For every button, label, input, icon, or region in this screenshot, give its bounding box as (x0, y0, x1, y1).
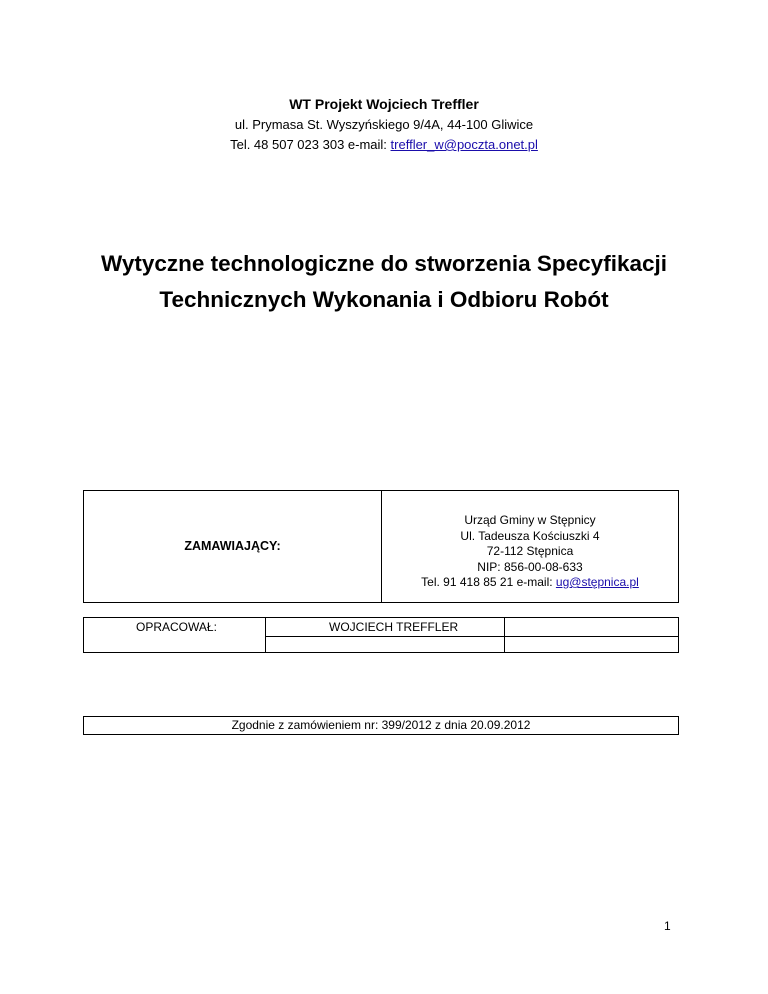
client-label-cell (84, 491, 382, 602)
client-phone: Tel. 91 418 85 21 e-mail: (421, 575, 556, 589)
table-divider (265, 618, 266, 652)
client-street: Ul. Tadeusza Kościuszki 4 (460, 528, 600, 543)
company-name: WT Projekt Wojciech Treffler (289, 96, 479, 112)
company-email-link[interactable]: treffler_w@poczta.onet.pl (390, 137, 538, 152)
client-nip: NIP: 856-00-08-633 (477, 559, 583, 574)
document-title-line-2: Technicznych Wykonania i Odbioru Robót (159, 287, 609, 312)
client-email-link[interactable]: ug@stępnica.pl (555, 575, 639, 589)
table-divider (265, 636, 678, 637)
prepared-by-table (83, 617, 679, 653)
prepared-by-name: WOJCIECH TREFFLER (329, 620, 459, 634)
client-contact (382, 575, 678, 591)
client-details (382, 513, 678, 591)
prepared-by-label: OPRACOWAŁ: (136, 620, 217, 634)
client-name: Urząd Gminy w Stępnicy (464, 513, 596, 527)
client-city: 72-112 Stępnica (486, 544, 574, 558)
company-phone: Tel. 48 507 023 303 e-mail: (230, 137, 391, 152)
page-number: 1 (664, 919, 671, 933)
order-reference: Zgodnie z zamówieniem nr: 399/2012 z dnia 20.09.2012 (231, 718, 531, 732)
client-table (83, 490, 679, 603)
document-title (0, 246, 768, 318)
document-title-line-1: Wytyczne technologiczne do stworzenia Specyfikacji (101, 251, 667, 276)
client-label: ZAMAWIAJĄCY: (184, 539, 281, 553)
table-divider (504, 618, 505, 652)
company-address: ul. Prymasa St. Wyszyńskiego 9/4A, 44-100 Gliwice (234, 117, 534, 132)
company-contact (0, 137, 768, 152)
order-reference-table (83, 716, 679, 735)
